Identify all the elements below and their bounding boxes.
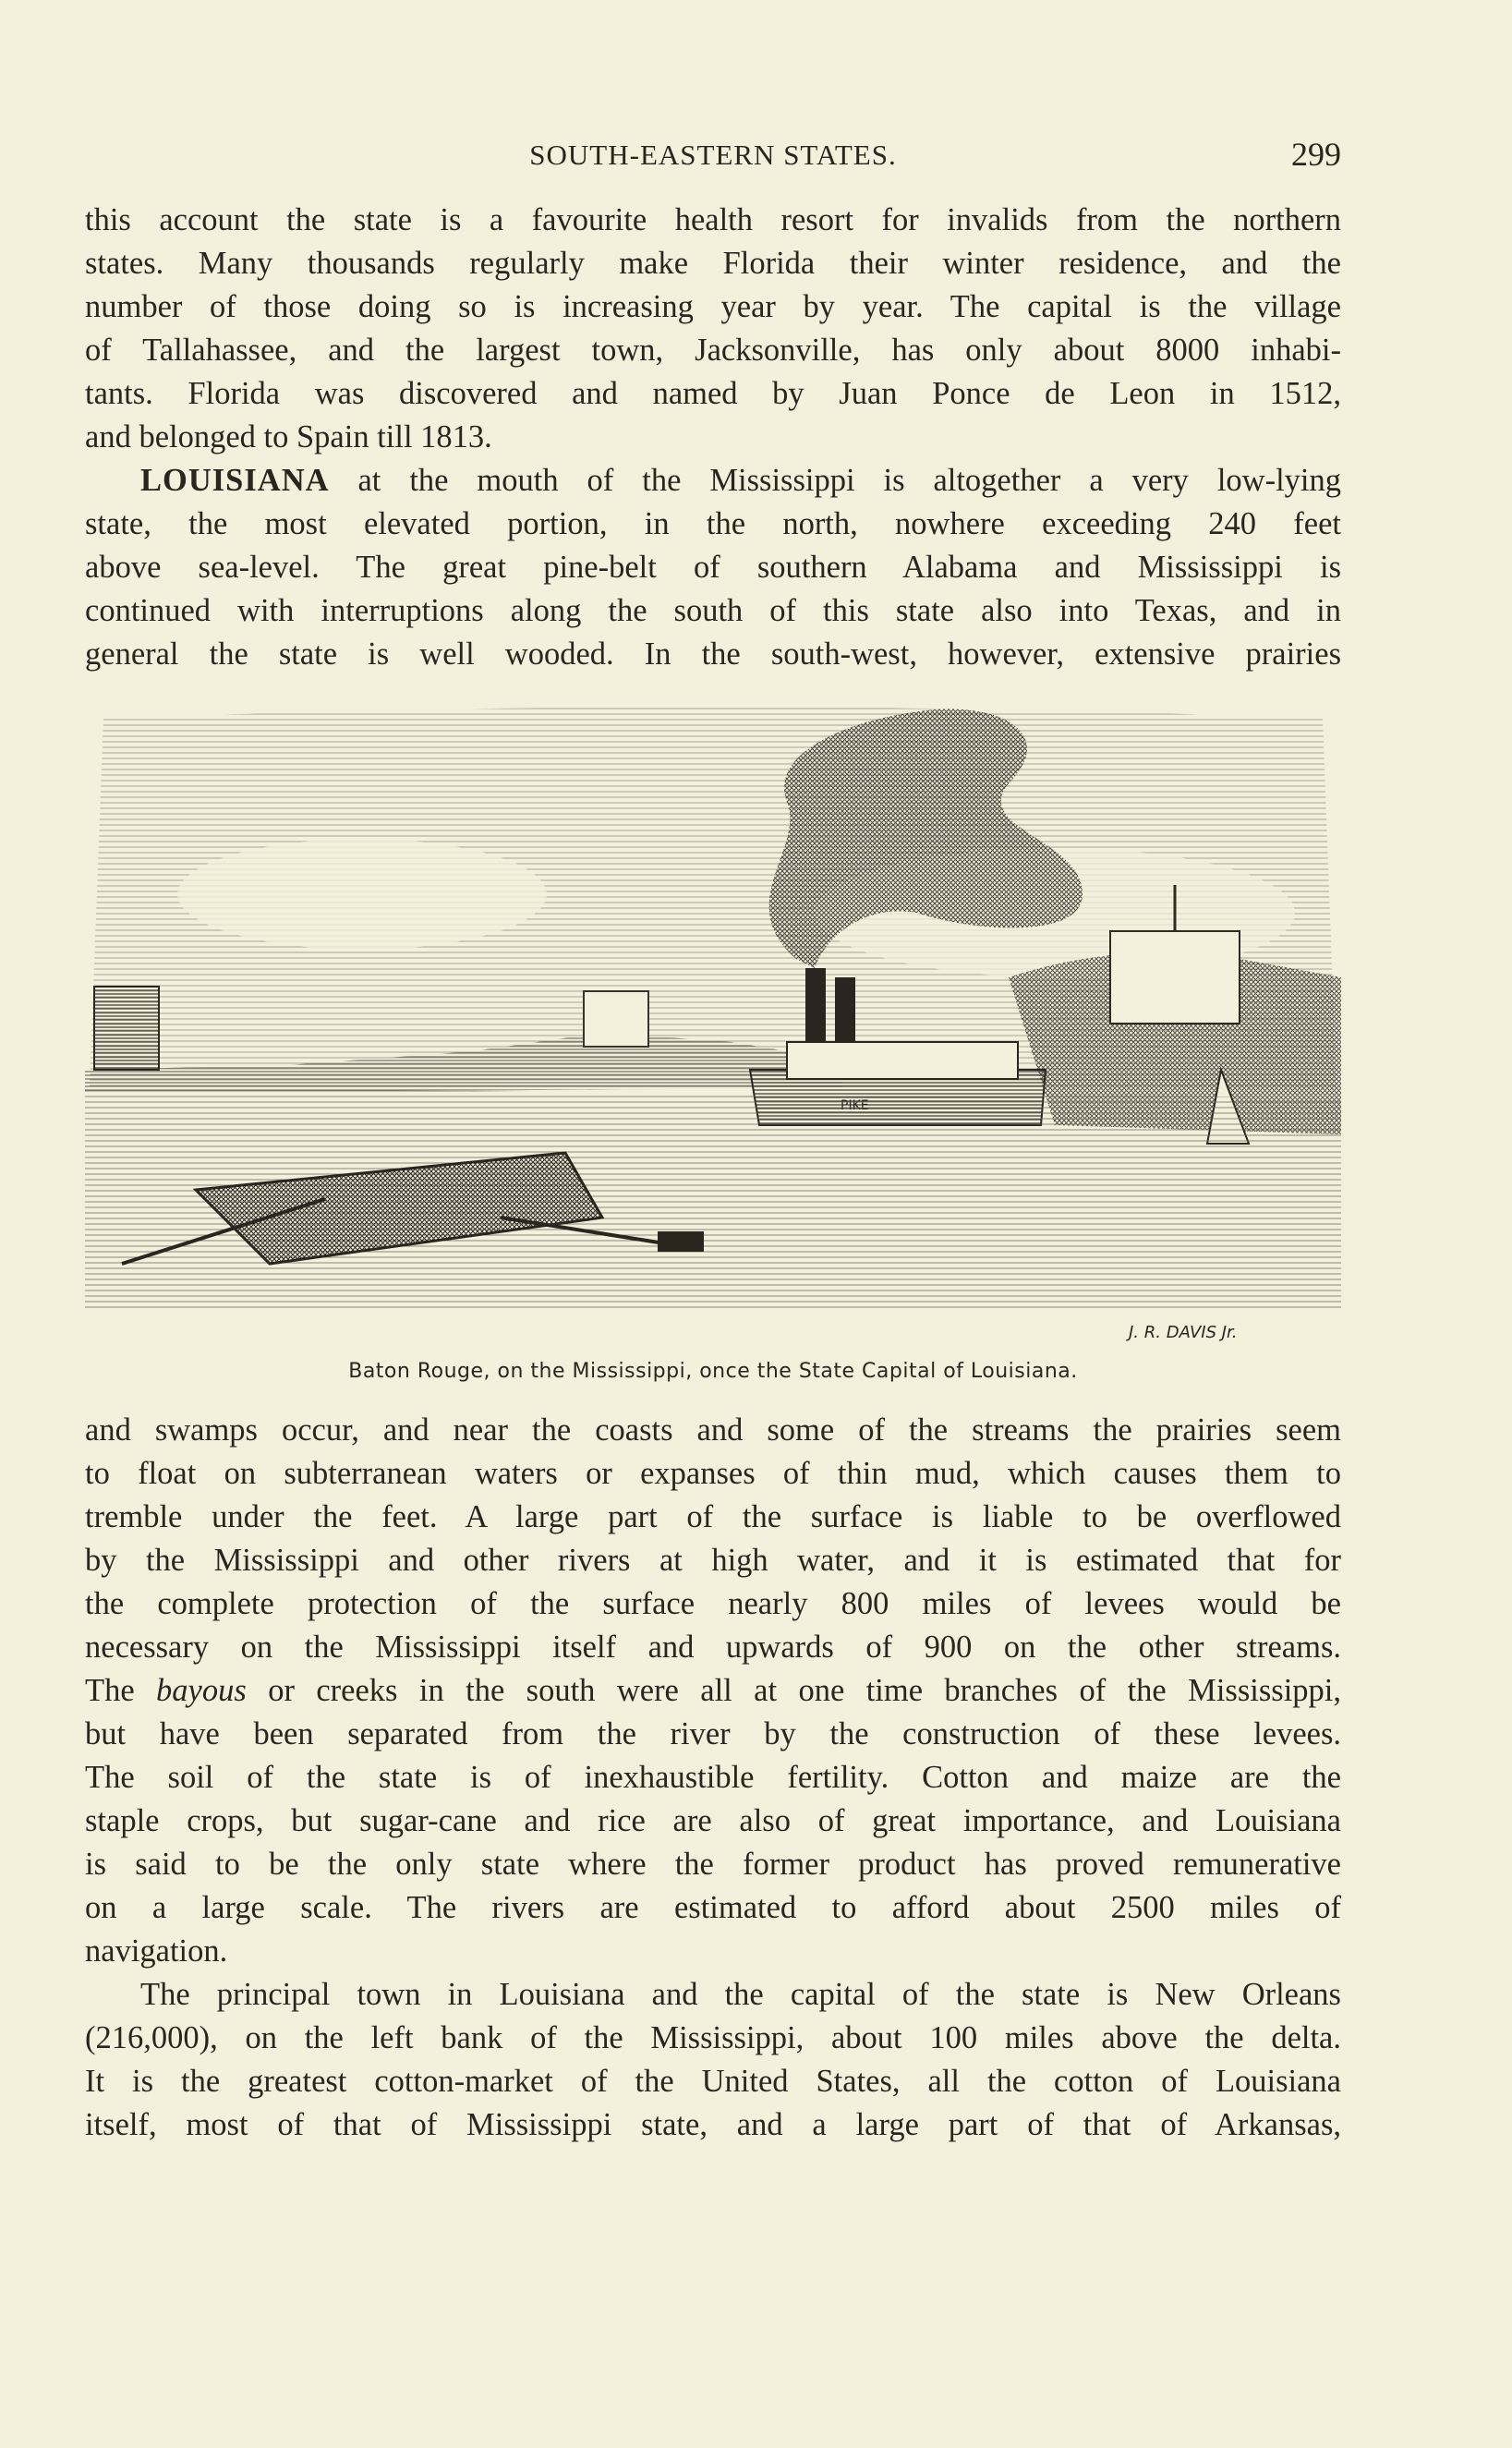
engraving-illustration	[85, 700, 1341, 1347]
bayous-line	[85, 1669, 1341, 1713]
text-line: tremble under the feet. A large part of the surface is liable to be overflowed	[85, 1499, 1341, 1534]
text-line: states. Many thousands regularly make Florida their winter residence, and the	[85, 246, 1341, 281]
text-line: above sea-level. The great pine-belt of southern Alabama and Mississippi is	[85, 550, 1341, 585]
text-line: tants. Florida was discovered and named by Juan Ponce de Leon in 1512,	[85, 376, 1341, 411]
text-line: state, the most elevated portion, in the north, nowhere exceeding 240 feet	[85, 506, 1341, 541]
text-line: staple crops, but sugar-cane and rice are also of great importance, and Louisiana	[85, 1803, 1341, 1838]
text-line: this account the state is a favourite health resort for invalids from the northern	[85, 202, 1341, 237]
bayous-term: bayous	[156, 1673, 247, 1708]
running-title: SOUTH-EASTERN STATES.	[529, 139, 897, 171]
louisiana-first-line	[85, 459, 1341, 503]
louisiana-heading: LOUISIANA	[140, 463, 330, 498]
text-line: necessary on the Mississippi itself and upwards of 900 on the other streams.	[85, 1630, 1341, 1665]
text-line: and swamps occur, and near the coasts and some of the streams the prairies seem	[85, 1412, 1341, 1448]
artist-signature: J. R. DAVIS Jr.	[1129, 1323, 1238, 1342]
text-line: and belonged to Spain till 1813.	[85, 419, 492, 454]
text-line: continued with interruptions along the south of this state also into Texas, and in	[85, 593, 1341, 628]
text-line: by the Mississippi and other rivers at high water, and it is estimated that for	[85, 1543, 1341, 1578]
text-line: The principal town in Louisiana and the capital of the state is New Orleans	[140, 1977, 1341, 2012]
top-text-block	[85, 199, 1341, 676]
text-line: but have been separated from the river by the construction of these levees.	[85, 1716, 1341, 1751]
text-line: on a large scale. The rivers are estimated to afford about 2500 miles of	[85, 1890, 1341, 1925]
figure-caption: Baton Rouge, on the Mississippi, once the State Capital of Louisiana.	[348, 1360, 1078, 1383]
text-line: to float on subterranean waters or expanses of thin mud, which causes them to	[85, 1456, 1341, 1491]
dredge	[94, 987, 159, 1070]
text-line: (216,000), on the left bank of the Mississippi, about 100 miles above the delta.	[85, 2020, 1341, 2055]
riverside-mansion	[1110, 931, 1240, 1024]
bayous-line-start: The	[85, 1673, 157, 1708]
text-line: navigation.	[85, 1933, 228, 1969]
page-number: 299	[1291, 136, 1341, 173]
old-capitol	[584, 991, 648, 1047]
text-line: itself, most of that of Mississippi state, and a large part of that of Arkansas,	[85, 2107, 1341, 2142]
louisiana-first-line-text: at the mouth of the Mississippi is altogether a very low-lying	[329, 463, 1341, 498]
text-line: number of those doing so is increasing year by year. The capital is the village	[85, 289, 1341, 324]
running-head	[85, 136, 1341, 176]
bottom-text-block	[85, 1409, 1341, 2147]
cloud	[177, 839, 547, 950]
text-line: is said to be the only state where the former product has proved remunerative	[85, 1847, 1341, 1882]
text-line: general the state is well wooded. In the south-west, however, extensive prairies	[85, 636, 1341, 672]
text-line: the complete protection of the surface nearly 800 miles of levees would be	[85, 1586, 1341, 1621]
bayous-line-end: or creeks in the south were all at one time branches of the Mississippi,	[246, 1673, 1341, 1708]
text-line: It is the greatest cotton-market of the United States, all the cotton of Louisiana	[85, 2064, 1341, 2099]
text-line: of Tallahassee, and the largest town, Jacksonville, has only about 8000 inhabi-	[85, 333, 1341, 368]
text-line: The soil of the state is of inexhaustible fertility. Cotton and maize are the	[85, 1760, 1341, 1795]
baton-rouge-engraving	[85, 700, 1341, 1347]
